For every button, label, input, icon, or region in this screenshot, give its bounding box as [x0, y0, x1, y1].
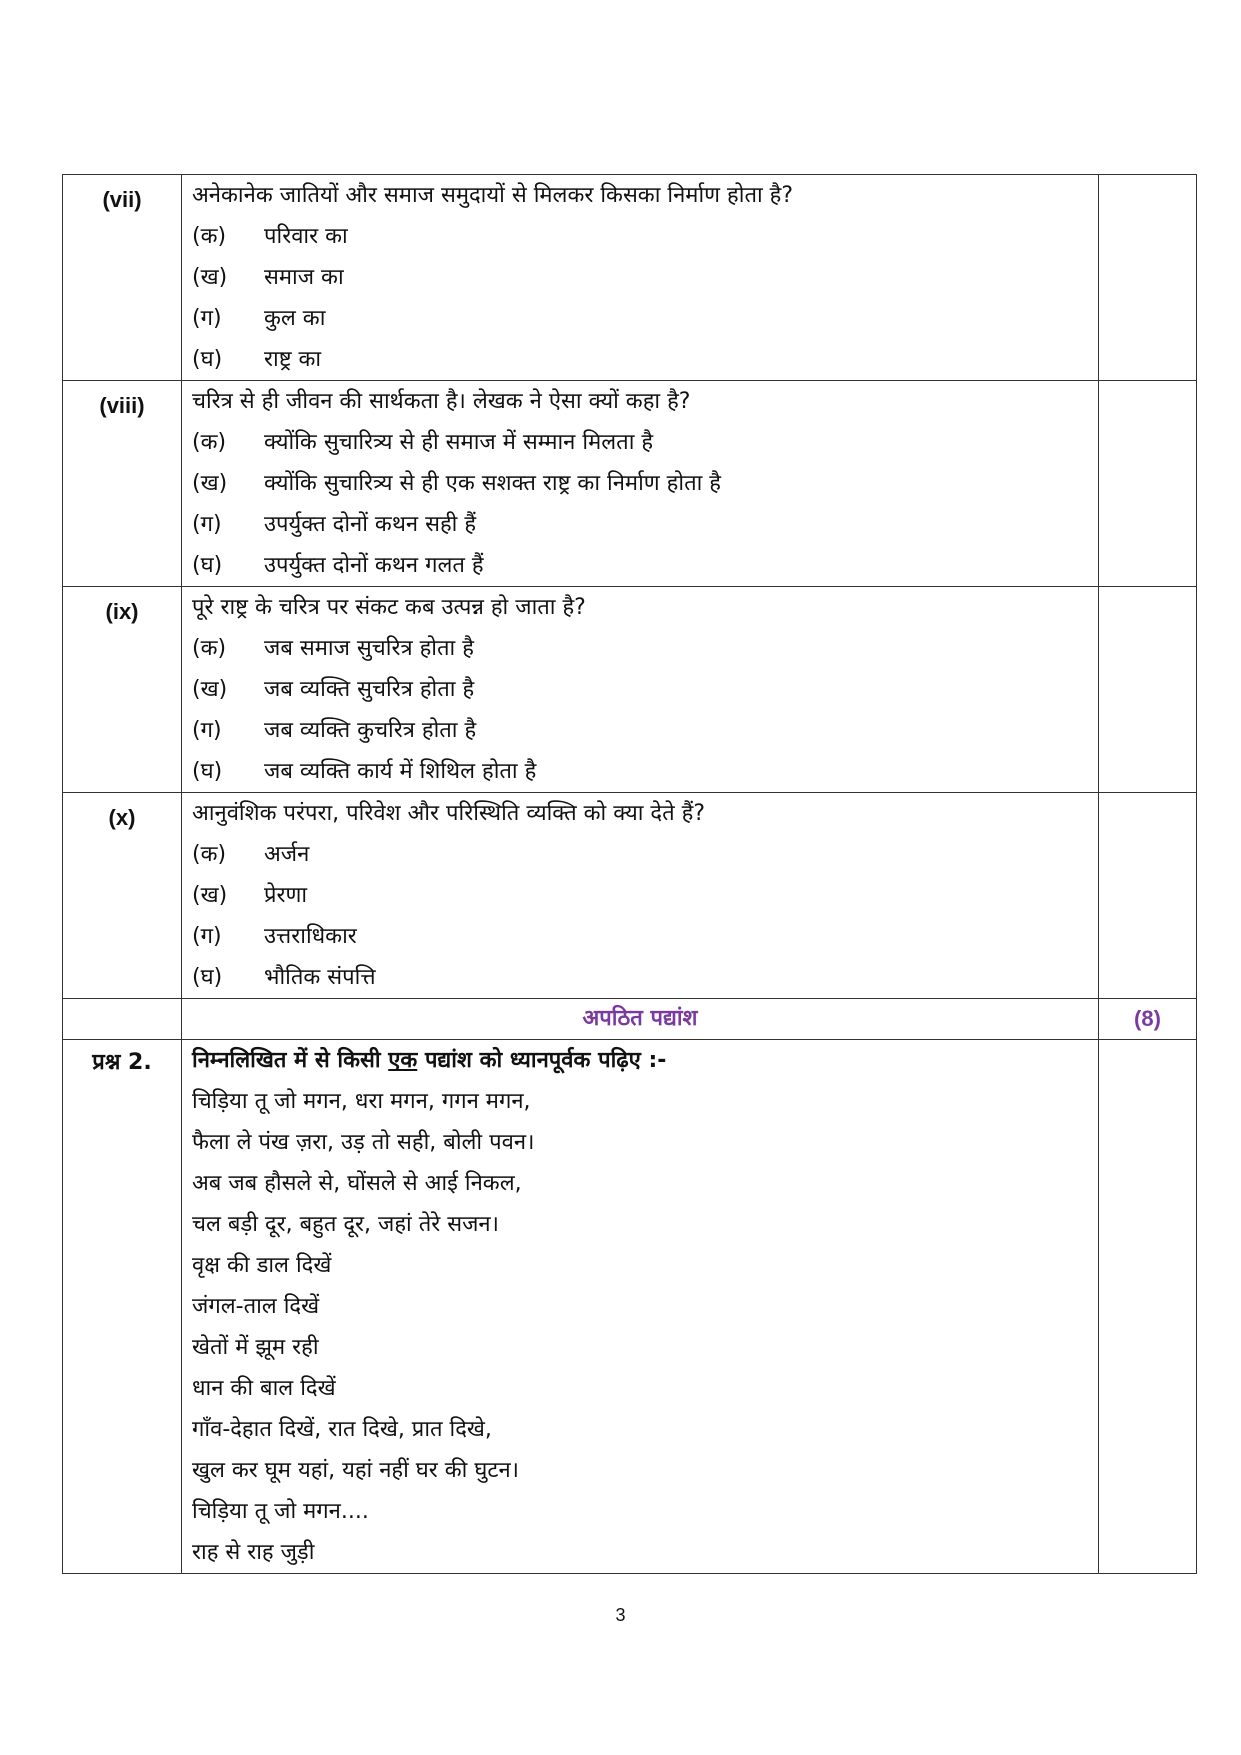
option-label: (घ) — [192, 347, 223, 372]
poem-line: चिड़िया तू जो मगन.... — [192, 1499, 369, 1524]
option-ga — [192, 298, 1088, 339]
question-row-ix — [63, 587, 1197, 793]
question-2-row — [63, 1040, 1197, 1574]
question-text: चरित्र से ही जीवन की सार्थकता है। लेखक ने ऐसा क्यों कहा है? — [192, 389, 691, 414]
question-text: पूरे राष्ट्र के चरित्र पर संकट कब उत्पन्न हो जाता है? — [192, 595, 586, 620]
option-text: भौतिक संपत्ति — [264, 965, 376, 990]
option-text: क्योंकि सुचारित्र्य से ही समाज में सम्मान मिलता है — [264, 430, 654, 455]
option-text: उपर्युक्त दोनों कथन गलत हैं — [264, 553, 484, 578]
question-text: आनुवंशिक परंपरा, परिवेश और परिस्थिति व्यक्ति को क्या देते हैं? — [192, 801, 706, 826]
question-text: अनेकानेक जातियों और समाज समुदायों से मिलकर किसका निर्माण होता है? — [192, 183, 794, 208]
option-text: अर्जन — [264, 842, 310, 867]
option-ka — [192, 628, 1088, 669]
option-text: कुल का — [264, 306, 326, 331]
option-label: (ग) — [192, 512, 222, 537]
option-gha — [192, 339, 1088, 380]
option-kha — [192, 463, 1088, 504]
option-ga — [192, 710, 1088, 751]
option-label: (ख) — [192, 265, 228, 290]
option-label: (ख) — [192, 677, 228, 702]
option-gha — [192, 751, 1088, 792]
option-label: (ग) — [192, 718, 222, 743]
poem-line: गाँव-देहात दिखें, रात दिखे, प्रात दिखे, — [192, 1417, 492, 1442]
option-text: क्योंकि सुचारित्र्य से ही एक सशक्त राष्ट्र का निर्माण होता है — [264, 471, 721, 496]
poem-line: राह से राह जुड़ी — [192, 1540, 315, 1565]
option-ka — [192, 834, 1088, 875]
marks-cell — [1099, 793, 1197, 999]
poem-line: वृक्ष की डाल दिखें — [192, 1253, 332, 1278]
page-number: 3 — [615, 1605, 626, 1625]
option-text: उत्तराधिकार — [264, 924, 357, 949]
poem-line: अब जब हौसले से, घोंसले से आई निकल, — [192, 1171, 522, 1196]
option-ga — [192, 916, 1088, 957]
option-text: जब व्यक्ति कुचरित्र होता है — [264, 718, 477, 743]
question-row-vii — [63, 175, 1197, 381]
question-table — [62, 174, 1197, 1574]
underlined-word: एक — [388, 1048, 418, 1073]
option-ka — [192, 216, 1088, 257]
option-label: (क) — [192, 842, 227, 867]
question-row-x — [63, 793, 1197, 999]
option-gha — [192, 545, 1088, 586]
empty-cell — [63, 999, 182, 1040]
option-text: परिवार का — [264, 224, 348, 249]
marks-cell — [1099, 381, 1197, 587]
section-header-row — [63, 999, 1197, 1040]
option-label: (घ) — [192, 553, 223, 578]
option-label: (ग) — [192, 306, 222, 331]
poem-line: चिड़िया तू जो मगन, धरा मगन, गगन मगन, — [192, 1089, 531, 1114]
option-label: (ख) — [192, 471, 228, 496]
option-kha — [192, 257, 1088, 298]
option-text: प्रेरणा — [264, 883, 308, 908]
option-text: राष्ट्र का — [264, 347, 322, 372]
question-number: (viii) — [63, 381, 182, 587]
option-label: (ग) — [192, 924, 222, 949]
option-label: (क) — [192, 430, 227, 455]
poem-line: धान की बाल दिखें — [192, 1376, 336, 1401]
question-number: (x) — [63, 793, 182, 999]
option-label: (क) — [192, 636, 227, 661]
marks-cell — [1099, 175, 1197, 381]
section-marks: (8) — [1099, 999, 1197, 1040]
poem-line: चल बड़ी दूर, बहुत दूर, जहां तेरे सजन। — [192, 1212, 499, 1237]
marks-cell — [1099, 1040, 1197, 1574]
poem-line: फैला ले पंख ज़रा, उड़ तो सही, बोली पवन। — [192, 1130, 535, 1155]
option-label: (ख) — [192, 883, 228, 908]
question-2-instruction: निम्नलिखित में से किसी एक पद्यांश को ध्यानपूर्वक पढ़िए :- — [192, 1048, 667, 1073]
marks-cell — [1099, 587, 1197, 793]
option-kha — [192, 669, 1088, 710]
question-number: (ix) — [63, 587, 182, 793]
poem-line: जंगल-ताल दिखें — [192, 1294, 320, 1319]
question-number: (vii) — [63, 175, 182, 381]
option-text: जब व्यक्ति कार्य में शिथिल होता है — [264, 759, 537, 784]
option-text: उपर्युक्त दोनों कथन सही हैं — [264, 512, 477, 537]
poem-line: खुल कर घूम यहां, यहां नहीं घर की घुटन। — [192, 1458, 520, 1483]
option-text: जब समाज सुचरित्र होता है — [264, 636, 474, 661]
option-ka — [192, 422, 1088, 463]
section-title: अपठित पद्यांश — [182, 999, 1099, 1040]
option-ga — [192, 504, 1088, 545]
option-label: (घ) — [192, 965, 223, 990]
option-gha — [192, 957, 1088, 998]
option-kha — [192, 875, 1088, 916]
poem-line: खेतों में झूम रही — [192, 1335, 319, 1360]
question-row-viii — [63, 381, 1197, 587]
option-text: जब व्यक्ति सुचरित्र होता है — [264, 677, 475, 702]
option-text: समाज का — [264, 265, 344, 290]
option-label: (क) — [192, 224, 227, 249]
option-label: (घ) — [192, 759, 223, 784]
question-2-number: प्रश्न 2. — [63, 1040, 182, 1574]
